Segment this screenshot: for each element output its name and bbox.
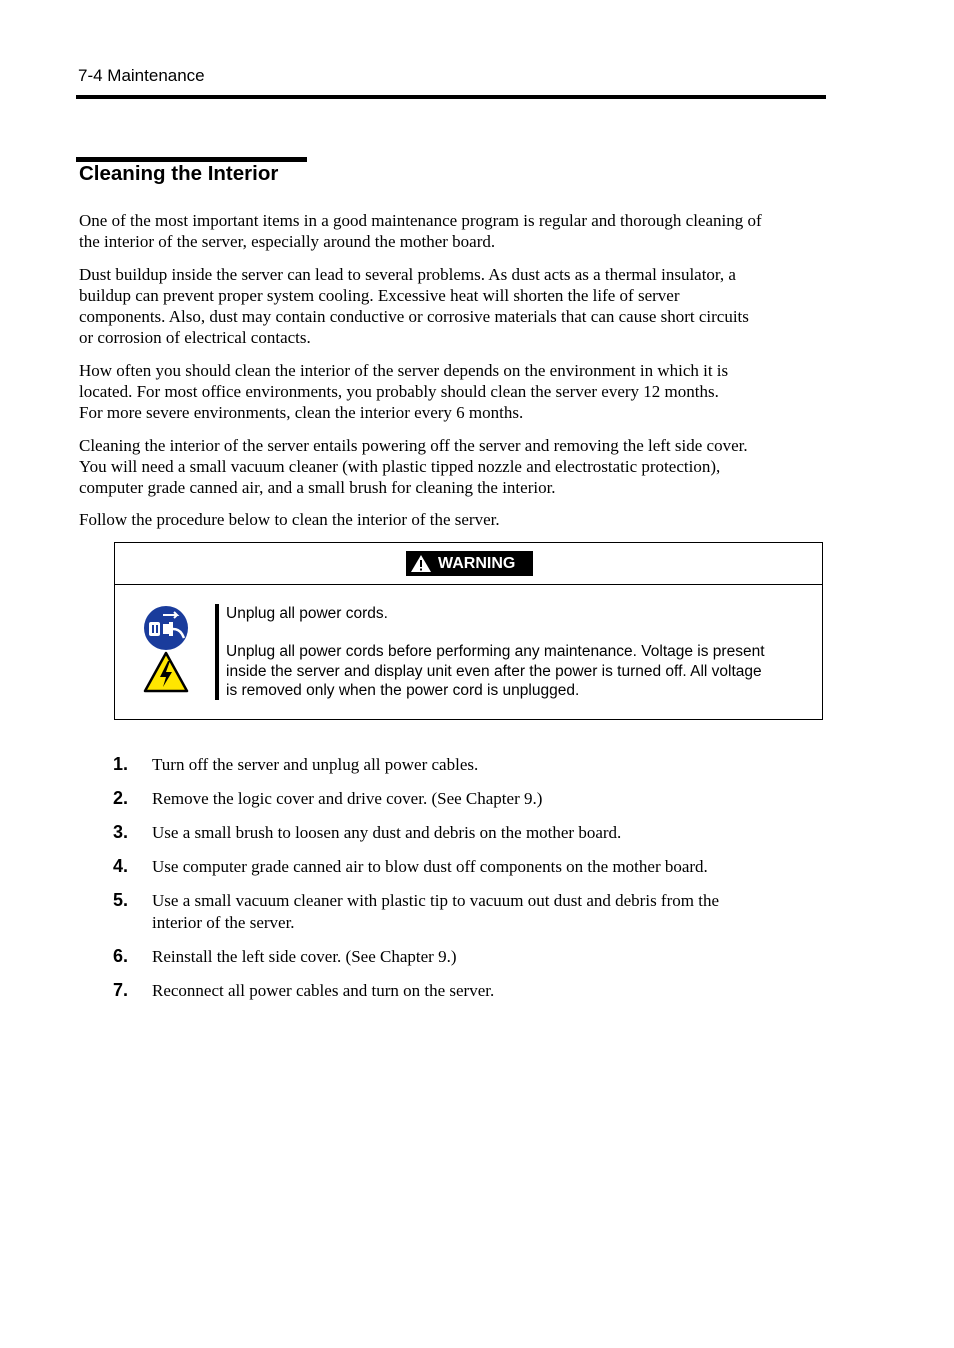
warning-badge xyxy=(406,551,533,576)
warning-body: Unplug all power cords before performing any maintenance. Voltage is present inside the server and display unit even after the power is turned off. All voltage is removed only when the power cord is unplugged. xyxy=(226,643,765,699)
unplug-icon xyxy=(143,605,189,651)
step-text: Turn off the server and unplug all power cables. xyxy=(152,755,479,774)
electric-shock-icon xyxy=(143,651,189,693)
step-text: Use a small vacuum cleaner with plastic tip to vacuum out dust and debris from the interior of the server. xyxy=(152,891,719,932)
paragraph-procedure-intro: Follow the procedure below to clean the interior of the server. xyxy=(79,510,500,529)
section-title: Cleaning the Interior xyxy=(79,162,279,185)
warning-box xyxy=(114,542,823,720)
warning-triangle-icon xyxy=(410,554,432,573)
step-text: Remove the logic cover and drive cover. (See Chapter 9.) xyxy=(152,789,543,808)
warning-title: Unplug all power cords. xyxy=(226,605,388,622)
paragraph-frequency: How often you should clean the interior of the server depends on the environment in which it is located. For most office environments, you probably should clean the server every 12 months. For more severe environments, clean the interior every 6 months. xyxy=(79,361,729,422)
step-number: 2. xyxy=(113,788,129,808)
warning-header xyxy=(115,543,822,585)
step-number: 1. xyxy=(113,754,129,774)
step-text: Reconnect all power cables and turn on the server. xyxy=(152,981,495,1000)
paragraph-dust-problems: Dust buildup inside the server can lead to several problems. As dust acts as a thermal insulator, a buildup can prevent proper system cooling. Excessive heat will shorten the life of server components. Also, dust may contain conductive or corrosive materials that can cause short circuits or corrosion of electrical contacts. xyxy=(79,265,749,347)
step-text: Reinstall the left side cover. (See Chapter 9.) xyxy=(152,947,457,966)
step-text: Use computer grade canned air to blow dust off components on the mother board. xyxy=(152,857,708,876)
step-number: 7. xyxy=(113,980,129,1000)
warning-bar xyxy=(215,604,219,700)
step-text: Use a small brush to loosen any dust and debris on the mother board. xyxy=(152,823,622,842)
step-number: 5. xyxy=(113,890,129,910)
paragraph-requirements: Cleaning the interior of the server entails powering off the server and removing the left side cover. You will need a small vacuum cleaner (with plastic tipped nozzle and electrostatic protection), computer grade canned air, and a small brush for cleaning the interior. xyxy=(79,436,748,497)
paragraph-importance: One of the most important items in a good maintenance program is regular and thorough cleaning of the interior of the server, especially around the mother board. xyxy=(79,211,762,251)
step-number: 6. xyxy=(113,946,129,966)
header-rule xyxy=(76,95,826,99)
warning-label: WARNING xyxy=(438,554,516,572)
step-number: 4. xyxy=(113,856,129,876)
step-number: 3. xyxy=(113,822,129,842)
page-header: 7-4 Maintenance xyxy=(78,66,205,85)
